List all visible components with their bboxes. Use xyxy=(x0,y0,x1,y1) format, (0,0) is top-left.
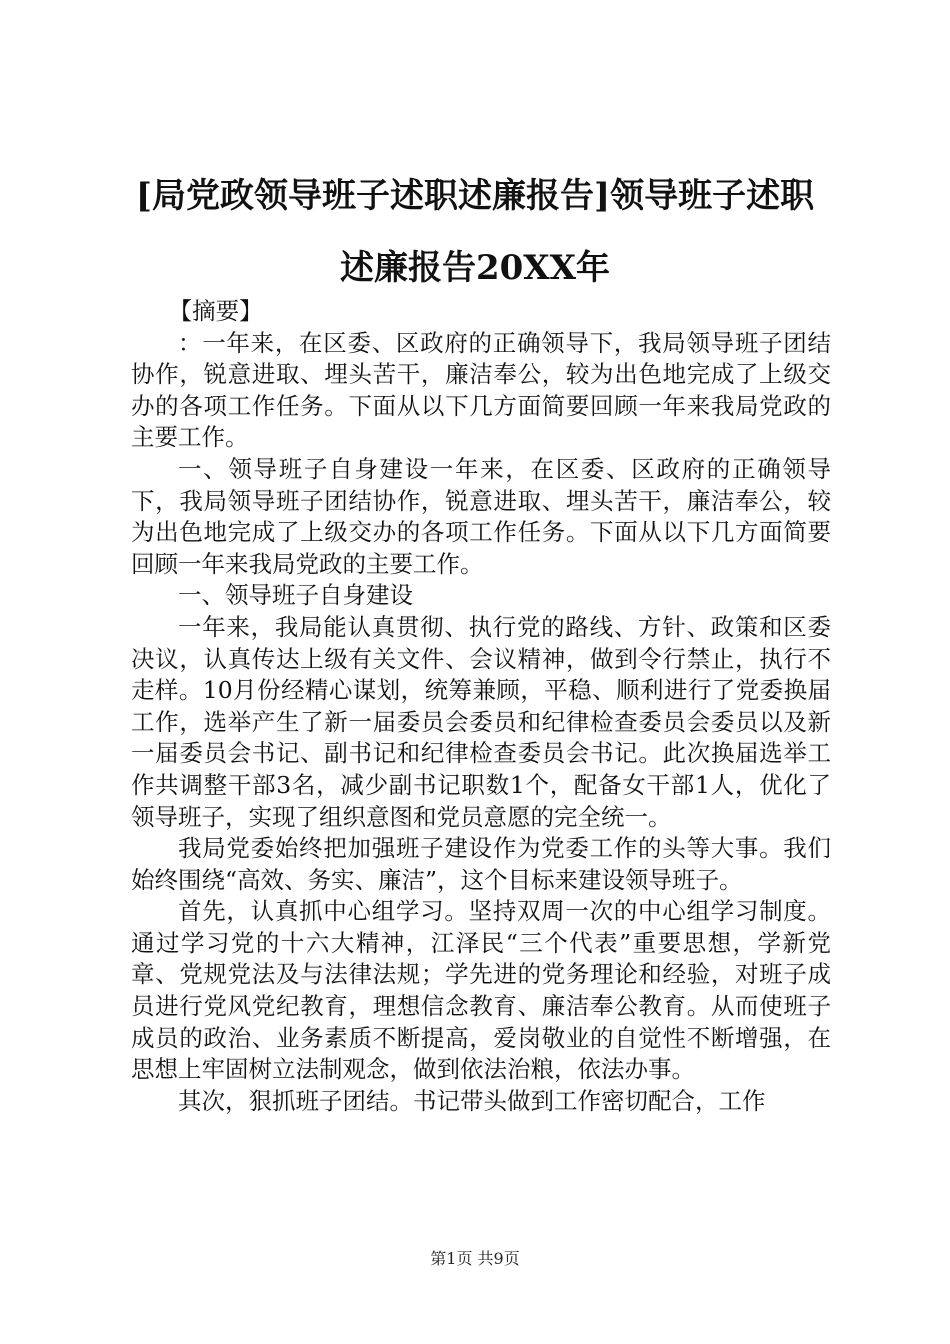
document-body xyxy=(131,296,831,1117)
document-title xyxy=(100,160,850,304)
section-heading: 一、领导班子自身建设 xyxy=(178,581,413,610)
paragraph-4: 我局党委始终把加强班子建设作为党委工作的头等大事。我们始终围绕“高效、务实、廉洁”，这个目标来建设领导班子。 xyxy=(131,834,831,894)
title-line-1: [局党政领导班子述职述廉报告]领导班子述职 xyxy=(135,176,815,216)
paragraph-1: ：一年来，在区委、区政府的正确领导下，我局领导班子团结协作，锐意进取、埋头苦干，廉洁奉公，较为出色地完成了上级交办的各项工作任务。下面从以下几方面简要回顾一年来我局党政的主要工作。 xyxy=(131,328,831,452)
paragraph-6: 其次，狠抓班子团结。书记带头做到工作密切配合，工作 xyxy=(178,1086,766,1115)
paragraph-5: 首先，认真抓中心组学习。坚持双周一次的中心组学习制度。通过学习党的十六大精神，江泽民“三个代表”重要思想，学新党章、党规党法及与法律法规；学先进的党务理论和经验，对班子成员进行党风党纪教育，理想信念教育、廉洁奉公教育。从而使班子成员的政治、业务素质不断提高，爱岗敬业的自觉性不断增强，在思想上牢固树立法制观念，做到依法治粮，依法办事。 xyxy=(131,897,831,1084)
paragraph-2: 一、领导班子自身建设一年来，在区委、区政府的正确领导下，我局领导班子团结协作，锐意进取、埋头苦干，廉洁奉公，较为出色地完成了上级交办的各项工作任务。下面从以下几方面简要回顾一年来我局党政的主要工作。 xyxy=(131,454,831,578)
paragraph-3: 一年来，我局能认真贯彻、执行党的路线、方针、政策和区委决议，认真传达上级有关文件、会议精神，做到令行禁止，执行不走样。10月份经精心谋划，统筹兼顾，平稳、顺利进行了党委换届工作，选举产生了新一届委员会委员和纪律检查委员会委员以及新一届委员会书记、副书记和纪律检查委员会书记。此次换届选举工作共调整干部3名，减少副书记职数1个，配备女干部1人，优化了领导班子，实现了组织意图和党员意愿的完全统一。 xyxy=(131,612,831,831)
page-footer: 第1页 共9页 xyxy=(430,1249,520,1268)
title-line-2: 述廉报告20XX年 xyxy=(339,248,611,288)
abstract-heading: 【摘要】 xyxy=(168,297,263,325)
